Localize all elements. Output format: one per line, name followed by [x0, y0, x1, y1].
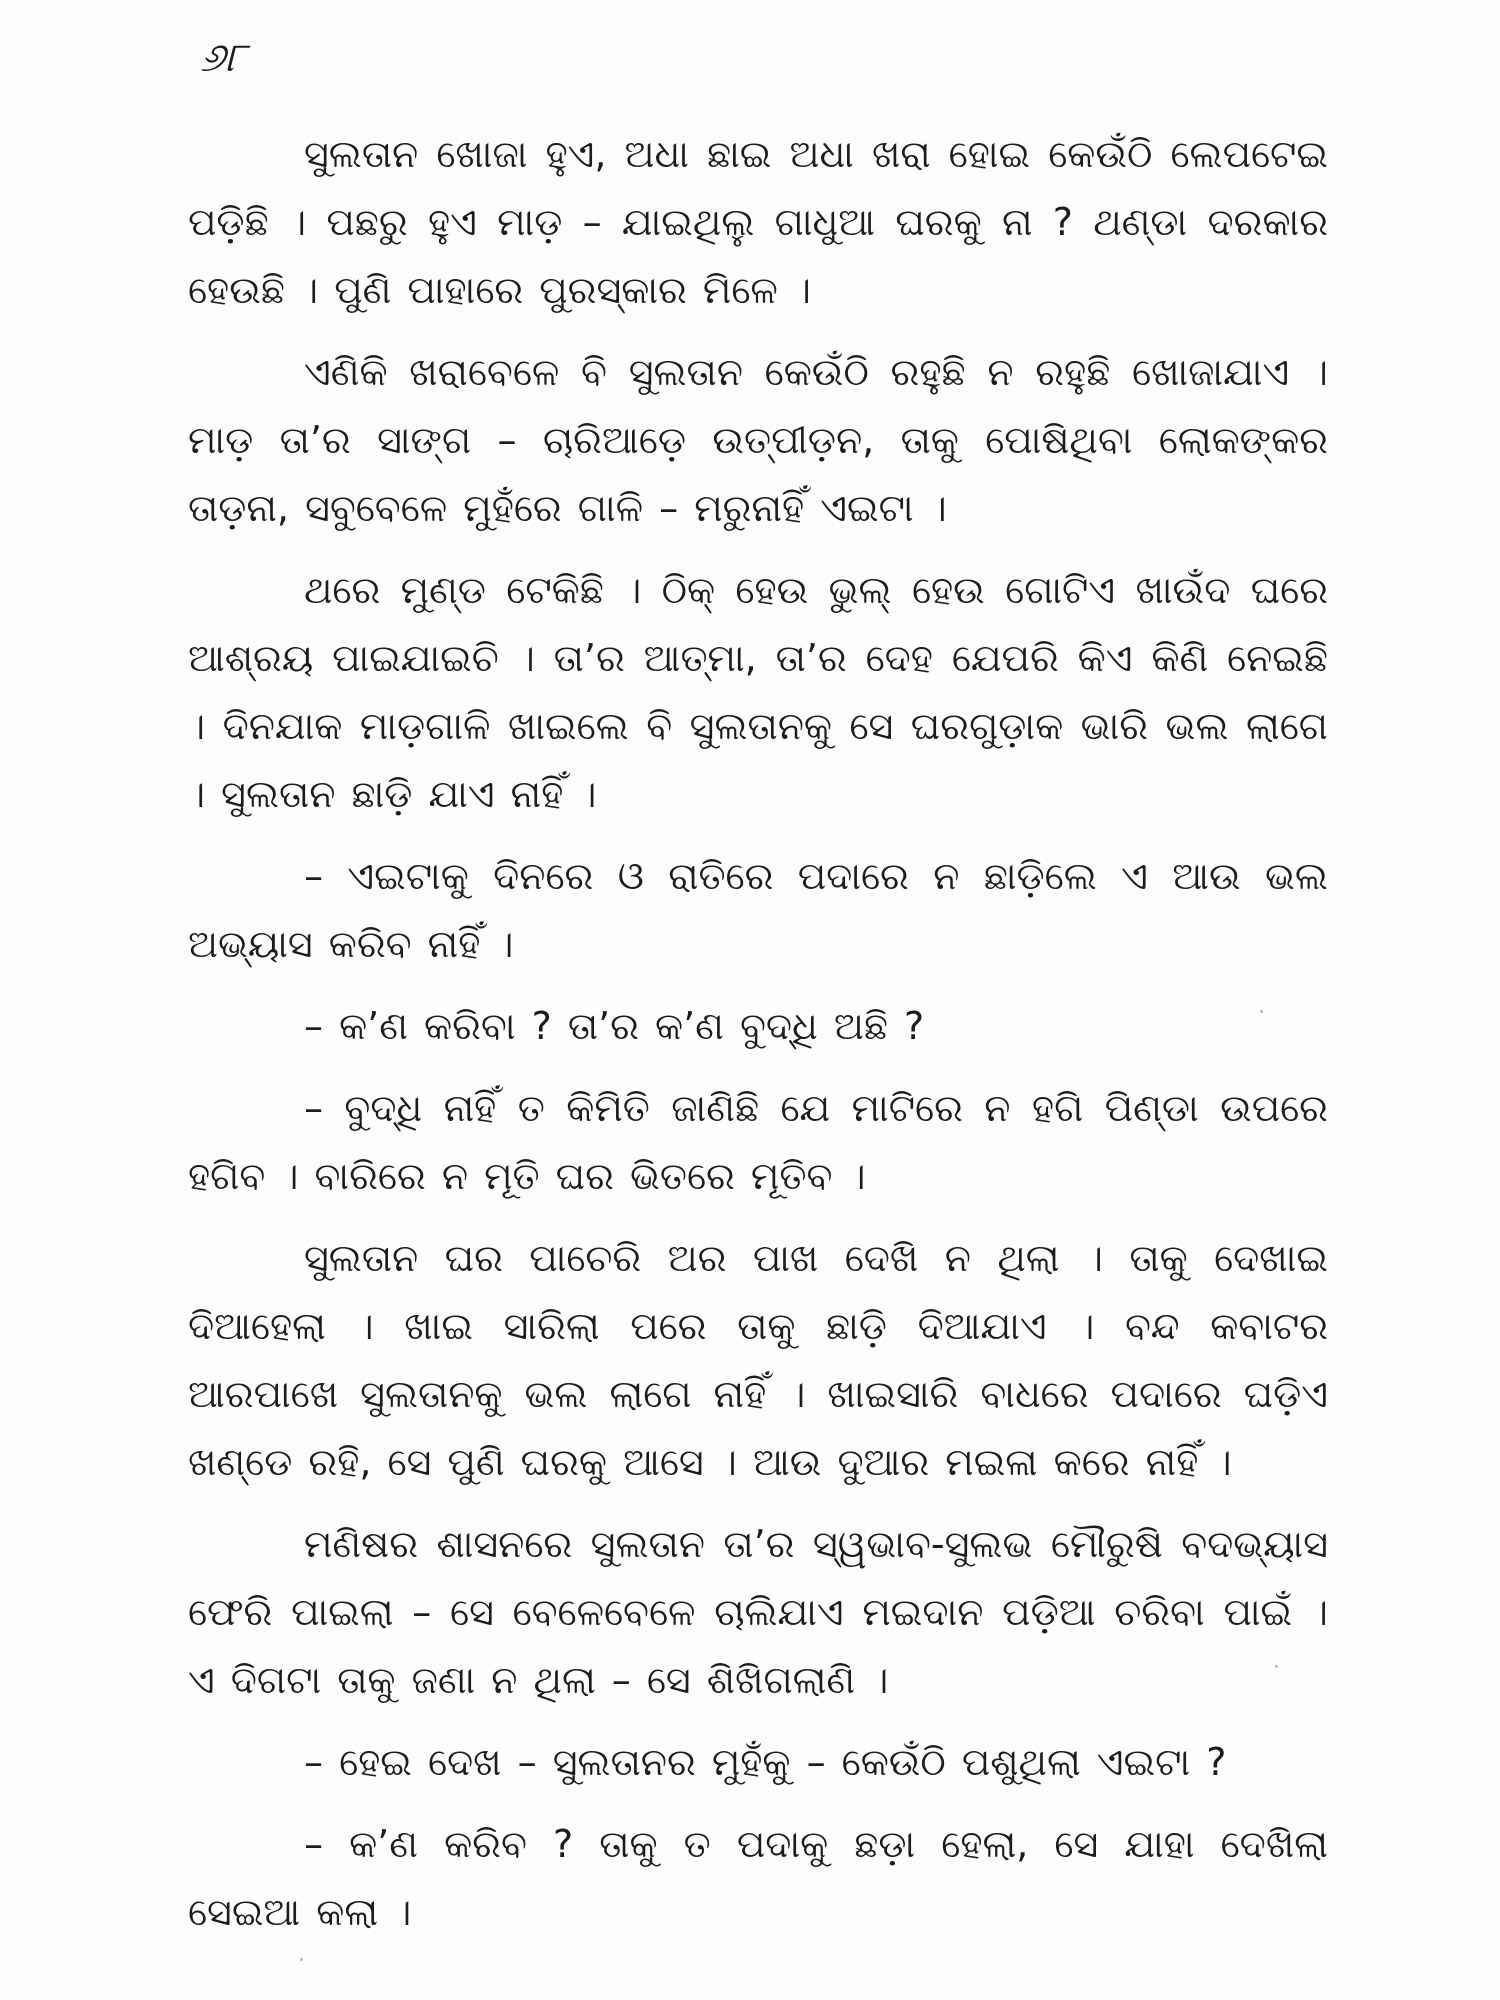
paragraph-4: ସୁଲତାନ ଘର ପାଚେରି ଅର ପାଖ ଦେଖି ନ ଥିଲା । ତାକୁ ଦେଖାଇ ଦିଆହେଲା । ଖାଇ ସାରିଲା ପରେ ତାକୁ ଛାଡ଼ି ଦିଆଯାଏ । ବନ୍ଦ କବାଟର ଆରପାଖେ ସୁଲତାନକୁ ଭଲ ଲାଗେ ନାହିଁ । ଖାଇସାରି ବାଧରେ ପଦାରେ ଘଡ଼ିଏ ଖଣ୍ଡେ ରହି, ସେ ପୁଣି ଘରକୁ ଆସେ । ଆଉ ଦୁଆର ମଇଳା କରେ ନାହିଁ । [188, 1236, 1328, 1484]
scan-speck [1260, 1010, 1263, 1013]
scan-speck [300, 1958, 303, 1961]
dialogue-line-4: – ହେଇ ଦେଖ – ସୁଲତାନର ମୁହଁକୁ – କେଉଁଠି ପଶୁଥିଲା ଏଇଟା ? [304, 1740, 1227, 1784]
paragraph-5: ମଣିଷର ଶାସନରେ ସୁଲତାନ ତା’ର ସ୍ୱଭାବ-ସୁଲଭ ମୌରୁଷି ବଦଭ୍ୟାସ ଫେରି ପାଇଲା – ସେ ବେଳେବେଳେ ଚାଲିଯାଏ ମଇଦାନ ପଡ଼ିଆ ଚରିବା ପାଇଁ । ଏ ଦିଗଟା ତାକୁ ଜଣା ନ ଥିଲା – ସେ ଶିଖିଗଲାଣି । [188, 1522, 1328, 1702]
dialogue-line-2: – କ’ଣ କରିବା ? ତା’ର କ’ଣ ବୁଦ୍ଧି ଅଛି ? [304, 1004, 925, 1048]
page-number: ୬୮ [200, 35, 246, 81]
dialogue-line-1: – ଏଇଟାକୁ ଦିନରେ ଓ ରାତିରେ ପଦାରେ ନ ଛାଡ଼ିଲେ ଏ ଆଉ ଭଲ ଅଭ୍ୟାସ କରିବ ନାହିଁ । [188, 854, 1328, 966]
dialogue-line-5: – କ’ଣ କରିବ ? ତାକୁ ତ ପଦାକୁ ଛଡ଼ା ହେଲା, ସେ ଯାହା ଦେଖିଲା ସେଇଆ କଲା । [188, 1822, 1328, 1934]
dialogue-line-3: – ବୁଦ୍ଧି ନାହିଁ ତ କିମିତି ଜାଣିଛି ଯେ ମାଟିରେ ନ ହଗି ପିଣ୍ଡା ଉପରେ ହଗିବ । ବାରିରେ ନ ମୂତି ଘର ଭିତରେ ମୂତିବ । [188, 1086, 1328, 1198]
paragraph-2: ଏଣିକି ଖରାବେଳେ ବି ସୁଲତାନ କେଉଁଠି ରହୁଛି ନ ରହୁଛି ଖୋଜାଯାଏ । ମାଡ଼ ତା’ର ସାଙ୍ଗ – ଚାରିଆଡ଼େ ଉତ୍ପୀଡ଼ନ, ତାକୁ ପୋଷିଥିବା ଲୋକଙ୍କର ତାଡ଼ନା, ସବୁବେଳେ ମୁହଁରେ ଗାଳି – ମରୁନାହିଁ ଏଇଟା । [188, 350, 1328, 530]
scan-speck [1275, 1665, 1278, 1668]
page-body-text [188, 120, 1328, 1960]
paragraph-3: ଥରେ ମୁଣ୍ଡ ଟେକିଛି । ଠିକ୍ ହେଉ ଭୁଲ୍ ହେଉ ଗୋଟିଏ ଖାଉଁଦ ଘରେ ଆଶ୍ରୟ ପାଇଯାଇଚି । ତା’ର ଆତ୍ମା, ତା’ର ଦେହ ଯେପରି କିଏ କିଣି ନେଇଛି । ଦିନଯାକ ମାଡ଼ଗାଳି ଖାଇଲେ ବି ସୁଲତାନକୁ ସେ ଘରଗୁଡ଼ାକ ଭାରି ଭଲ ଲାଗେ । ସୁଲତାନ ଛାଡ଼ି ଯାଏ ନାହିଁ । [188, 568, 1328, 816]
paragraph-1: ସୁଲତାନ ଖୋଜା ହୁଏ, ଅଧା ଛାଇ ଅଧା ଖରା ହୋଇ କେଉଁଠି ଲେପଟେଇ ପଡ଼ିଛି । ପଛରୁ ହୁଏ ମାଡ଼ – ଯାଇଥିଲୁ ଗାଧୁଆ ଘରକୁ ନା ? ଥଣ୍ଡା ଦରକାର ହେଉଛି । ପୁଣି ପାହାରେ ପୁରସ୍କାର ମିଳେ । [188, 132, 1328, 312]
